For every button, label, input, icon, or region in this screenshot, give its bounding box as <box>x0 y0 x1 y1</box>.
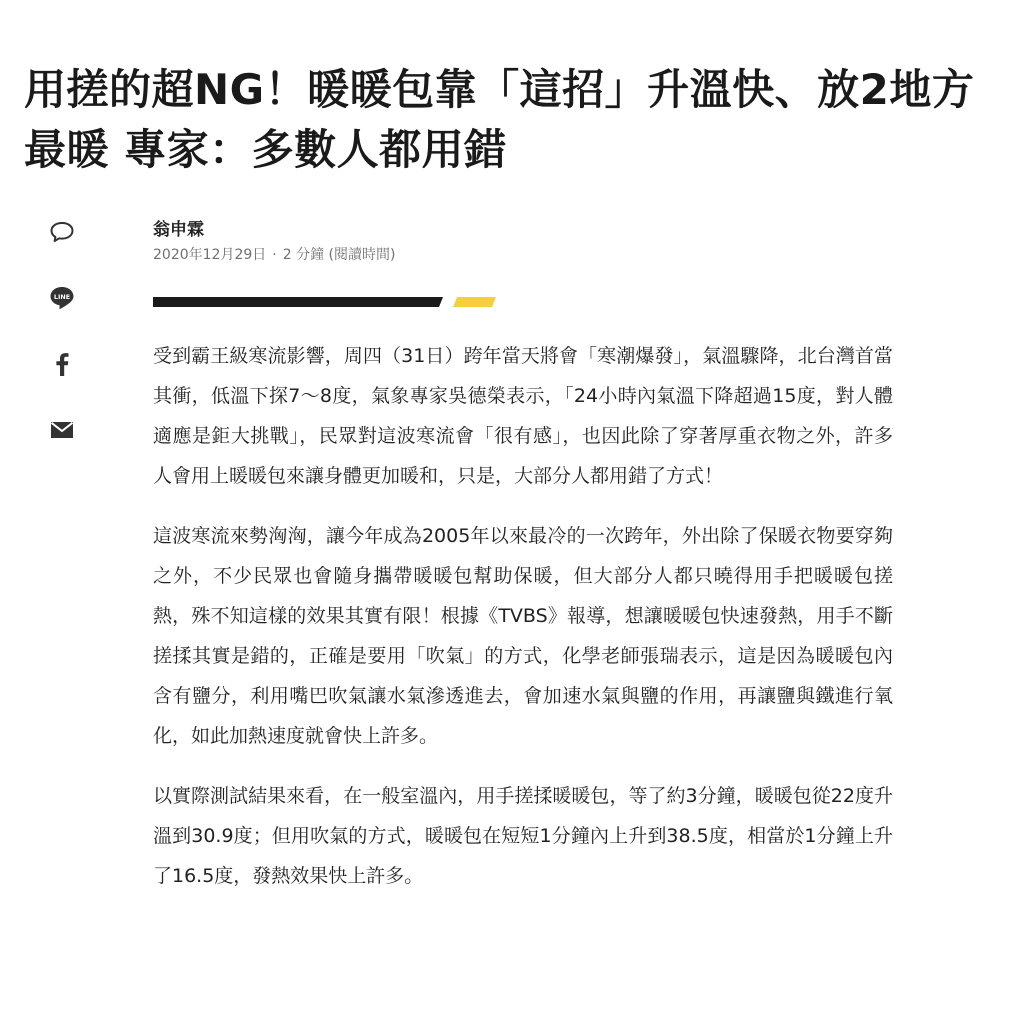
article-paragraph: 受到霸王級寒流影響，周四（31日）跨年當天將會「寒潮爆發」，氣溫驟降，北台灣首當其衝，低溫下探7～8度，氣象專家吳德榮表示，「24小時內氣溫下降超過15度，對人體適應是鉅大挑戰」，民眾對這波寒流會「很有感」，也因此除了穿著厚重衣物之外，許多人會用上暖暖包來讓身體更加暖和，只是，大部分人都用錯了方式！ <box>153 345 893 487</box>
meta-separator: · <box>272 247 277 263</box>
comment-bubble-icon <box>49 220 75 244</box>
author-name[interactable]: 翁申霖 <box>153 220 204 240</box>
article-paragraph: 這波寒流來勢洶洶，讓今年成為2005年以來最冷的一次跨年，外出除了保暖衣物要穿夠之外，不少民眾也會隨身攜帶暖暖包幫助保暖，但大部分人都只曉得用手把暖暖包搓熱，殊不知這樣的效果其實有限！根據《TVBS》報導，想讓暖暖包快速發熱，用手不斷搓揉其實是錯的，正確是要用「吹氣」的方式，化學老師張瑞表示，這是因為暖暖包內含有鹽分，利用嘴巴吹氣讓水氣滲透進去，會加速水氣與鹽的作用，再讓鹽與鐵進行氧化，如此加熱速度就會快上許多。 <box>153 525 893 747</box>
title-divider-bar <box>153 297 498 307</box>
byline <box>153 218 395 266</box>
article-meta <box>153 244 395 266</box>
article-body <box>153 336 893 916</box>
share-rail <box>44 214 80 478</box>
publish-date: 2020年12月29日 <box>153 247 267 263</box>
article-paragraph: 以實際測試結果來看，在一般室溫內，用手搓揉暖暖包，等了約3分鐘，暖暖包從22度升溫到30.9度；但用吹氣的方式，暖暖包在短短1分鐘內上升到38.5度，相當於1分鐘上升了16.5度，發熱效果快上許多。 <box>153 785 893 887</box>
line-share-button[interactable] <box>44 280 80 316</box>
divider-yellow-segment <box>453 297 496 307</box>
facebook-icon <box>54 351 70 377</box>
facebook-share-button[interactable] <box>44 346 80 382</box>
envelope-icon <box>50 421 74 439</box>
line-icon-label: LINE <box>53 293 71 302</box>
comment-button[interactable] <box>44 214 80 250</box>
line-app-icon <box>48 284 76 312</box>
article-title: 用搓的超NG！暖暖包靠「這招」升溫快、放2地方最暖 專家：多數人都用錯 <box>24 65 975 174</box>
divider-black-segment <box>153 297 443 307</box>
email-share-button[interactable] <box>44 412 80 448</box>
read-time: 2 分鐘 (閱讀時間) <box>282 247 396 263</box>
